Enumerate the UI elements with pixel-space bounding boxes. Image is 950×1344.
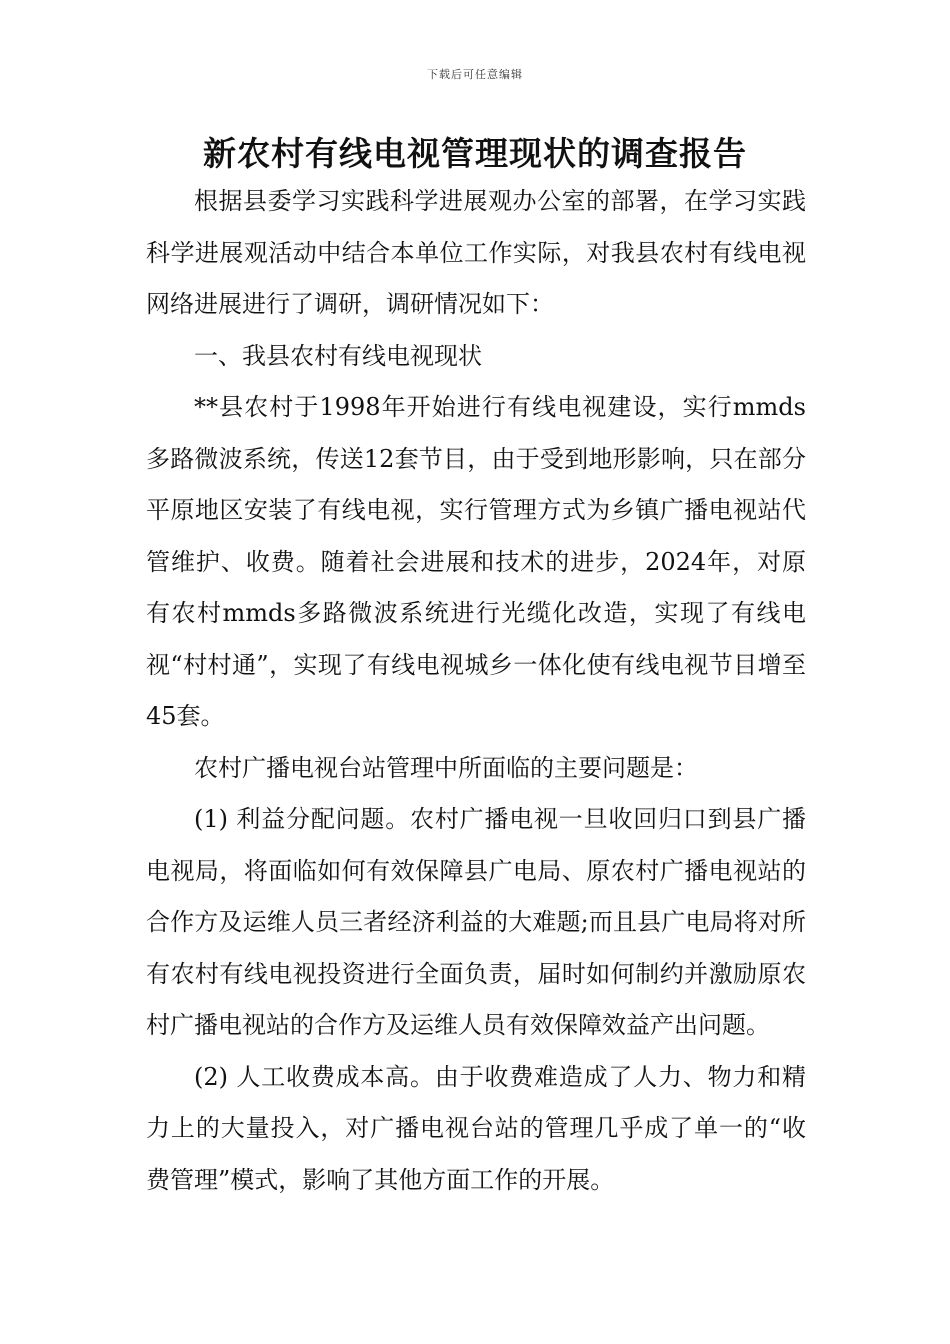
document-title: 新农村有线电视管理现状的调查报告: [203, 134, 747, 173]
section-heading: 一、我县农村有线电视现状: [194, 341, 482, 370]
problem-2-paragraph: (2) 人工收费成本高。由于收费难造成了人力、物力和精力上的大量投入，对广播电视台站的管理几乎成了单一的“收费管理”模式，影响了其他方面工作的开展。: [146, 1062, 806, 1194]
header-note: 下载后可任意编辑: [427, 68, 523, 81]
status-paragraph: **县农村于1998年开始进行有线电视建设，实行mmds多路微波系统，传送12套节目，由于受到地形影响，只在部分平原地区安装了有线电视，实行管理方式为乡镇广播电视站代管维护、收费。随着社会进展和技术的进步，2024年，对原有农村mmds多路微波系统进行光缆化改造，实现了有线电视“村村通”，实现了有线电视城乡一体化使有线电视节目增至45套。: [146, 393, 806, 730]
problem-1-paragraph: (1) 利益分配问题。农村广播电视一旦收回归口到县广播电视局，将面临如何有效保障县广电局、原农村广播电视站的合作方及运维人员三者经济利益的大难题;而且县广电局将对所有农村有线电视投资进行全面负责，届时如何制约并激励原农村广播电视站的合作方及运维人员有效保障效益产出问题。: [146, 805, 806, 1039]
intro-paragraph: 根据县委学习实践科学进展观办公室的部署，在学习实践科学进展观活动中结合本单位工作实际，对我县农村有线电视网络进展进行了调研，调研情况如下：: [146, 187, 806, 318]
problems-intro-paragraph: 农村广播电视台站管理中所面临的主要问题是：: [194, 753, 698, 782]
document-body: [146, 176, 806, 1206]
